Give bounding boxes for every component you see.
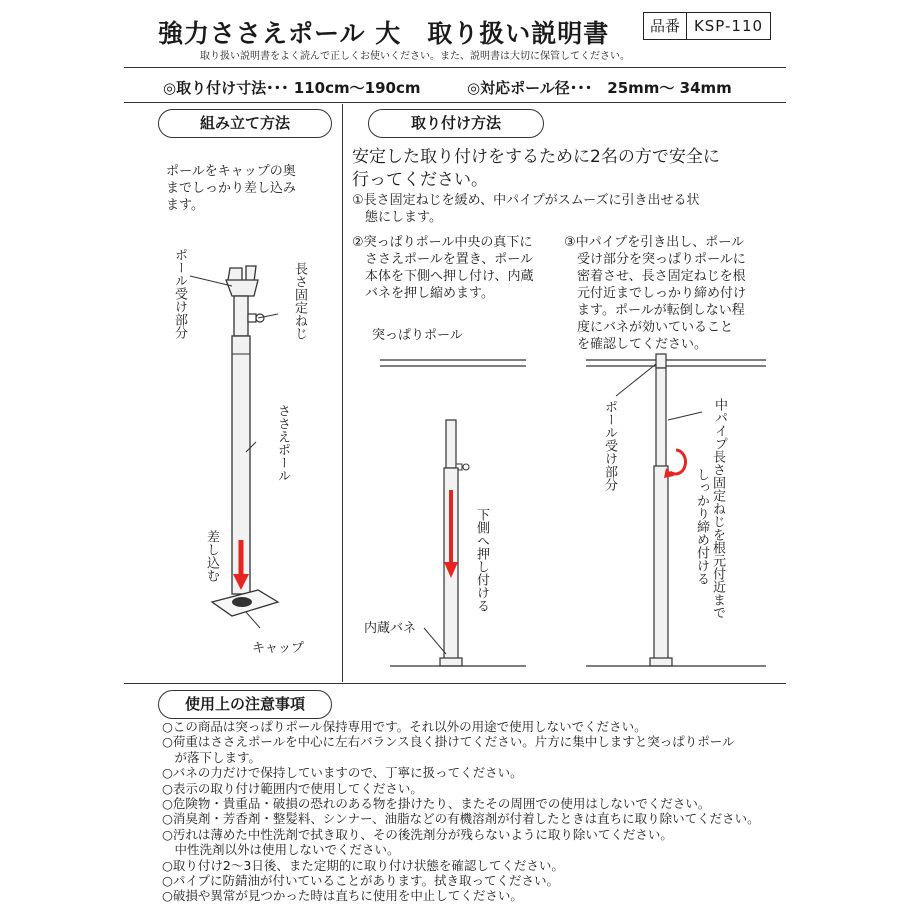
label-pole-receiver-step3: ポール受け部分: [602, 400, 617, 491]
installation-intro: 安定した取り付けをするために2名の方で安全に 行ってください。: [352, 147, 720, 190]
label-insert: 差し込む: [204, 530, 219, 582]
list-item: ○バネの力だけで保持していますので、丁寧に扱ってください。: [162, 765, 523, 781]
label-pole-receiver: ポール受け部分: [172, 248, 187, 339]
divider-bottom: [124, 683, 786, 684]
divider-specs: [124, 102, 786, 103]
list-item: ○荷重はささえポールを中心に左右バランス良く掛けてください。片方に集中しますと突っぱりポール: [162, 734, 735, 750]
subnote: 取り扱い説明書をよく読んで正しくお使いください。また、説明書は大切に保管してください。: [200, 51, 630, 62]
label-built-in-spring: 内蔵バネ: [364, 621, 417, 636]
list-item: ○この商品は突っぱりポール保持専用です。それ以外の用途で使用しないでください。: [162, 719, 647, 734]
label-tension-pole: 突っぱりポール: [372, 328, 463, 343]
label-tighten-line2: しっかり締め付ける: [694, 468, 709, 585]
list-item: ○消臭剤・芳香剤・整髪料、シンナー、油脂などの有機溶剤が付着したときは直ちに取り除いてください。: [162, 811, 760, 827]
label-mid-pipe: 中パイプ: [712, 398, 727, 450]
spec-size: ◎取り付け寸法･･･ 110cm～190cm: [163, 79, 421, 97]
installation-heading: 取り付け方法: [368, 109, 544, 138]
list-item: が落下します。: [162, 749, 262, 765]
installation-step-2: ②突っぱりポール中央の真下に ささえポールを置き、ポール 本体を下側へ押し付け、内蔵 バネを押し縮めます。: [352, 235, 534, 301]
list-item: ○危険物・貴重品・破損の恐れのある物を掛けたり、またその周囲での使用はしないでください。: [162, 796, 711, 812]
model-label: 品番: [644, 13, 687, 39]
assembly-heading: 組み立て方法: [158, 109, 332, 138]
list-item: 中性洗剤以外は使用しないでください。: [162, 842, 400, 858]
step3-diagram: [576, 340, 786, 680]
list-item: ○パイプに防錆油が付いていることがあります。拭き取ってください。: [162, 873, 560, 889]
label-length-screw: 長さ固定ねじ: [292, 262, 307, 340]
assembly-instruction: ポールをキャップの奥 までしっかり差し込み ます。: [166, 164, 297, 213]
label-support-pole: ささえポール: [275, 404, 290, 482]
model-value: KSP-110: [693, 17, 764, 35]
cautions-heading: 使用上の注意事項: [158, 690, 332, 719]
label-cap: キャップ: [252, 641, 305, 656]
installation-step-3: ③中パイプを引き出し、ポール 受け部分を突っぱりポールに 密着させ、長さ固定ねじを根 元付近までしっかり締め付け ます。ポールが転倒しない程 度にバネが効いていること を確認してください。: [564, 235, 747, 352]
list-item: ○汚れは薄めた中性洗剤で拭き取り、その後洗剤分が残らないように取り除いてください。: [162, 826, 673, 842]
spec-diameter: ◎対応ポール径･･･ 25mm～ 34mm: [467, 79, 732, 97]
cautions-list: [162, 719, 760, 904]
list-item: ○表示の取り付け範囲内で使用してください。: [162, 780, 423, 796]
list-item: ○破損や異常が見つかった時は直ちに使用を中止してください。: [162, 888, 523, 904]
label-push-down: 下側へ押し付ける: [474, 508, 489, 612]
section-divider: [342, 104, 343, 682]
installation-step-1: ①長さ固定ねじを緩め、中パイプがスムーズに引き出せる状 態にします。: [352, 193, 700, 225]
model-number-box: [643, 12, 771, 40]
list-item: ○取り付け2～3日後、また定期的に取り付け状態を確認してください。: [162, 857, 564, 873]
label-tighten-line1: 長さ固定ねじを根元付近まで: [710, 450, 725, 619]
page-title: 強力ささえポール 大 取り扱い説明書: [158, 19, 610, 48]
divider-top: [124, 67, 786, 68]
